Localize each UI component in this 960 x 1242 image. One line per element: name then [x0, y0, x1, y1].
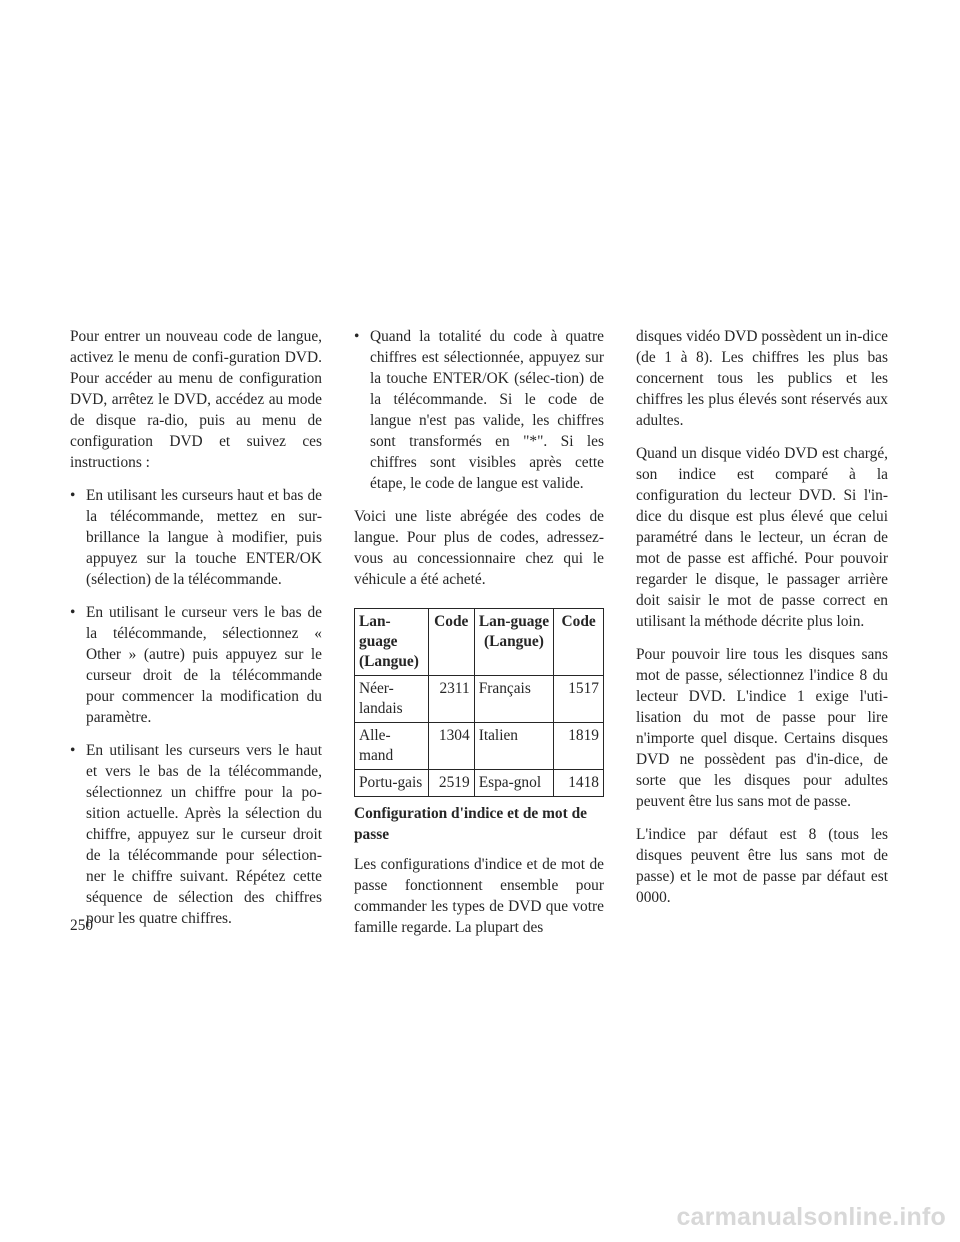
table-cell-language: Italien	[474, 723, 554, 770]
table-header-row	[355, 609, 604, 676]
table-header-code: Code	[428, 609, 474, 676]
language-list-intro: Voici une liste abrégée des codes de langue. Pour plus de codes, adressez-vous au concessionnaire chez qui le véhicule a été acheté.	[354, 508, 604, 588]
table-cell-language: Alle-mand	[355, 723, 429, 770]
table-cell-language: Espa-gnol	[474, 770, 554, 797]
section-heading: Configuration d'indice et de mot de passe	[354, 805, 587, 843]
table-cell-language: Portu-gais	[355, 770, 429, 797]
instruction-list	[70, 485, 322, 929]
table-cell-code: 2519	[428, 770, 474, 797]
table-cell-code: 1517	[554, 676, 604, 723]
page-number: 250	[70, 917, 94, 934]
table-header-language: Lan-guage (Langue)	[474, 609, 554, 676]
table-cell-code: 1304	[428, 723, 474, 770]
instruction-list-continued	[354, 326, 604, 494]
table-cell-code: 1418	[554, 770, 604, 797]
table-cell-code: 1819	[554, 723, 604, 770]
instruction-item: • Quand la totalité du code à quatre chiffres est sélectionnée, appuyez sur la touche ENTER/OK (sélec-tion) de la télécommande. Si le code de langue n'est pas valide, les chiffres sont transformés en "*". Si les chiffres sont visibles après cette étape, le code de langue est valide.	[354, 326, 604, 494]
body-paragraph: Quand un disque vidéo DVD est chargé, son indice est comparé à la configuration du lecteur DVD. Si l'in-dice du disque est plus élevé que celui paramétré dans le lecteur, un écran de mot de passe est affiché. Pour pouvoir regarder le disque, le passager arrière doit saisir le mot de passe correct en utilisant la méthode décrite plus loin.	[636, 445, 888, 630]
column-1	[70, 326, 322, 941]
table-cell-language: Néer-landais	[355, 676, 429, 723]
table-header-language: Lan-guage (Langue)	[355, 609, 429, 676]
table-row	[355, 770, 604, 797]
body-paragraph: Les configurations d'indice et de mot de passe fonctionnent ensemble pour commander les types de DVD que votre famille regarde. La plupart des	[354, 856, 604, 936]
table-cell-code: 2311	[428, 676, 474, 723]
body-paragraph: Pour pouvoir lire tous les disques sans mot de passe, sélectionnez l'indice 8 du lecteur DVD. L'indice 1 exige l'uti-lisation du mot de passe pour lire n'importe quel disque. Certains disques DVD ne possèdent pas d'in-dice, de sorte que les disques pour adultes peuvent être lus sans mot de passe.	[636, 646, 888, 810]
watermark: carmanualsonline.info	[676, 1203, 946, 1231]
table-row	[355, 723, 604, 770]
column-3	[636, 326, 888, 920]
table-cell-language: Français	[474, 676, 554, 723]
body-paragraph: L'indice par défaut est 8 (tous les disques peuvent être lus sans mot de passe) et le mot de passe par défaut est 0000.	[636, 826, 888, 906]
instruction-item: • En utilisant les curseurs haut et bas de la télécommande, mettez en sur-brillance la langue à modifier, puis appuyez sur la touche ENTER/OK (sélection) de la télécommande.	[70, 485, 322, 590]
table-row	[355, 676, 604, 723]
language-code-table	[354, 608, 604, 797]
body-paragraph: disques vidéo DVD possèdent un in-dice (de 1 à 8). Les chiffres les plus bas concernent tous les publics et les chiffres les plus élevés sont réservés aux adultes.	[636, 328, 888, 429]
intro-paragraph: Pour entrer un nouveau code de langue, activez le menu de confi-guration DVD. Pour accéder au menu de configuration DVD, arrêtez le DVD, accédez au mode de disque ra-dio, puis au menu de configuration DVD et suivez ces instructions :	[70, 328, 322, 471]
column-2	[354, 326, 604, 950]
instruction-item: • En utilisant le curseur vers le bas de la télécommande, sélectionnez « Other » (autre) puis appuyez sur le curseur droit de la télécommande pour commencer la modification du paramètre.	[70, 602, 322, 728]
instruction-item: • En utilisant les curseurs vers le haut et vers le bas de la télécommande, sélectionnez un chiffre pour la po-sition actuelle. Après la sélection du chiffre, appuyez sur le curseur droit de la télécommande pour sélection-ner le chiffre suivant. Répétez cette séquence de sélection des chiffres pour les quatre chiffres.	[70, 740, 322, 929]
table-header-code: Code	[554, 609, 604, 676]
